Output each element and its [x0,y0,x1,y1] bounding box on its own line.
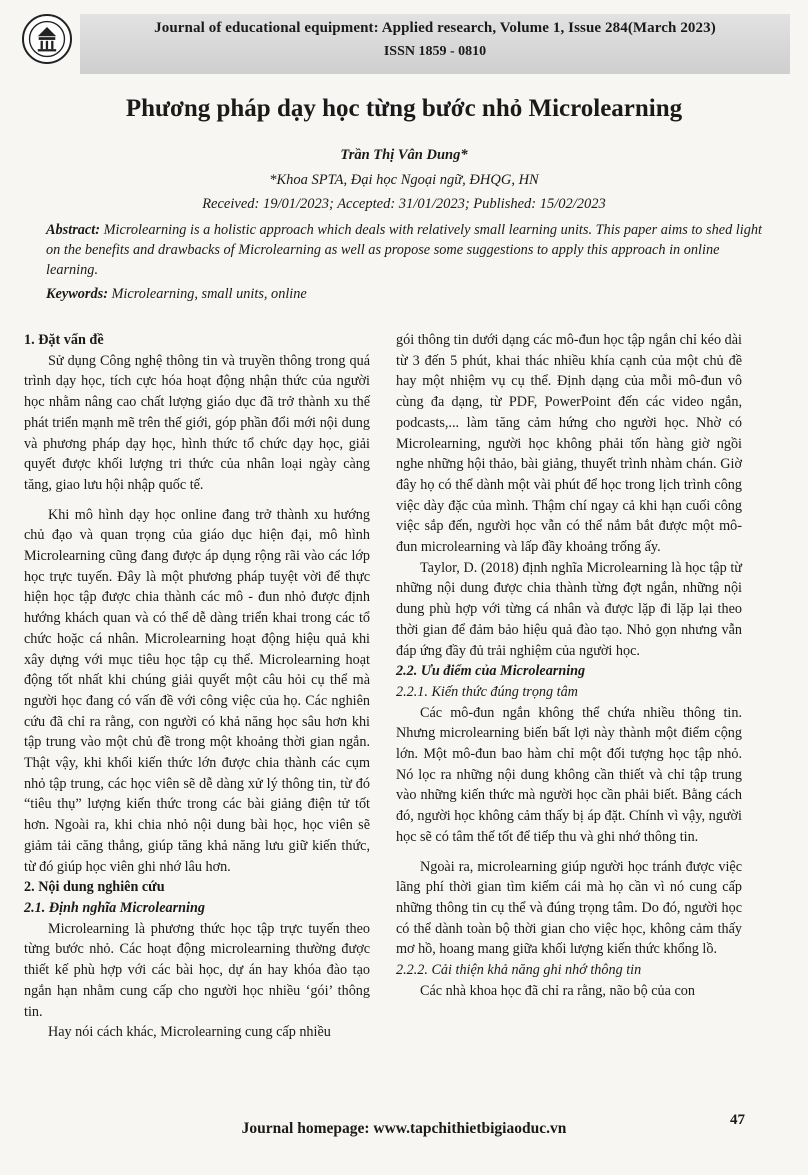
paragraph: Hay nói cách khác, Microlearning cung cấp nhiều [48,1024,331,1041]
subsubsection-heading: 2.2.2. Cải thiện khả năng ghi nhớ thông tin [396,962,642,979]
journal-homepage: Journal homepage: www.tapchithietbigiaoduc.vn [241,1120,567,1137]
paragraph: Ngoài ra, microlearning giúp người học tránh được việc lãng phí thời gian tìm kiếm cái mà họ cần vì nó cung cấp những thông tin cụ thể và đúng trọng tâm. Do đó, người học có thể dành toàn bộ thời gian cho việc học, không cảm thấy mơ hồ, hoang mang giữa khối lượng kiến thức khổng lồ. [396,858,742,958]
abstract-label: Abstract: [46,222,101,238]
abstract [46,220,766,280]
subsubsection-heading: 2.2.1. Kiến thức đúng trọng tâm [396,683,578,700]
journal-logo [22,14,72,64]
subsection-heading: 2.2. Ưu điểm của Microlearning [396,663,586,680]
paragraph: Các nhà khoa học đã chỉ ra rằng, não bộ của con [420,982,695,999]
paragraph: gói thông tin dưới dạng các mô-đun học tập ngắn chỉ kéo dài từ 3 đến 5 phút, khai thác nhiều khía cạnh của một chủ đề hay một nhiệm vụ cụ thể. Định dạng của mỗi mô-đun vô cùng đa dạng, từ PDF, PowerPoint đến các video ngắn, podcasts,... làm tăng cảm hứng cho người học. Nhờ có Microlearning, người học không phải tốn hàng giờ ngồi nghe những hội thảo, bài giảng, thuyết trình nhàm chán. Giờ đây họ có thể dành một vài phút để học trong lịch trình công việc dày đặc của mình. Thậm chí ngay cả khi hạn cuối công việc sắp đến, người học vẫn có thể nắm bắt được một mô-đun microlearning và lấp đầy khoảng trống ấy. [396,332,742,556]
paragraph: Microlearning là phương thức học tập trực tuyến theo từng bước nhỏ. Các hoạt động microlearning thường được thiết kế phù hợp với các bài học, dự án hay khóa đào tạo ngắn hạn nhằm cung cấp cho người học nhiều ‘gói’ thông tin. [24,920,370,1020]
author: Trần Thị Vân Dung* [340,147,468,163]
journal-header [80,14,790,74]
keywords-text: Microlearning, small units, online [107,286,307,302]
paragraph: Sử dụng Công nghệ thông tin và truyền thông trong quá trình dạy học, tích cực hóa hoạt động nhận thức của người học nhằm nâng cao chất lượng giáo dục đã trở thành xu thế phát triển mạnh mẽ trên thế giới, góp phần đổi mới nội dung và phương pháp dạy học, hình thức tổ chức dạy học, giải quyết được khối lượng tri thức của nhân loại ngày càng tăng, giao lưu hội nhập quốc tế. [24,352,370,493]
article-title: Phương pháp dạy học từng bước nhỏ Microlearning [125,95,683,122]
abstract-text: Microlearning is a holistic approach which deals with relatively small learning units. This paper aims to shed light on the benefits and drawbacks of Microlearning as well as propose some suggestions to apply this approach in online learning. [46,222,763,278]
page-number: 47 [730,1112,745,1128]
keywords [46,286,766,303]
right-column [396,330,742,1002]
paragraph: Các mô-đun ngắn không thể chứa nhiều thông tin. Nhưng microlearning biến bất lợi này thành một điểm cộng lớn. Một mô-đun bao hàm chỉ một đối tượng học tập nhỏ. Nó lọc ra những nội dung không cần thiết và chỉ tập trung vào những kiến thức mà người học cần phải biết. Bằng cách đó, người học không cảm thấy bị áp đặt. Chính vì vậy, người học sẽ có tâm thế tốt để tiếp thu và ghi nhớ thông tin. [396,704,742,845]
subsection-heading: 2.1. Định nghĩa Microlearning [24,899,205,916]
dates: Received: 19/01/2023; Accepted: 31/01/2023; Published: 15/02/2023 [202,196,606,212]
paragraph: Khi mô hình dạy học online đang trở thành xu hướng chủ đạo và quan trọng của giáo dục hiện đại, mô hình Microlearning cũng đang được áp dụng rộng rãi vào các lớp học trực tuyến. Đây là một phương pháp tuyệt vời để thực hiện học tập được chia thành các mô - đun nhỏ được định hướng khách quan và có thể dễ dàng triển khai trong các tổ chức hoặc cá nhân. Microlearning hoạt động hiệu quả khi xây dựng với mục tiêu học tập cụ thể. Microlearning hoạt động tốt nhất khi chúng giải quyết một câu hỏi cụ thể mà người học đang có vấn đề với công việc của họ. Các nghiên cứu đã chỉ ra rằng, con người có khả năng học sâu hơn khi tập trung vào một chủ đề trong một khoảng thời gian ngắn. Thật vậy, khi khối kiến thức lớn được chia thành các cụm nhỏ tập trung, các học viên sẽ dễ dàng xử lý thông tin, từ đó “tiêu thụ” lượng kiến thức trong các bài giảng điện tử tốt hơn. Ngoài ra, khi chia nhỏ nội dung bài học, học viên sẽ giảm tải căng thẳng, giúp tăng khả năng lưu giữ kiến thức, từ đó giúp học viên ghi nhớ lâu hơn. [24,506,370,875]
section-heading: 1. Đặt vấn đề [24,332,104,348]
affiliation: *Khoa SPTA, Đại học Ngoại ngữ, ĐHQG, HN [269,172,539,188]
section-heading: 2. Nội dung nghiên cứu [24,879,165,896]
issn: ISSN 1859 - 0810 [383,44,487,59]
left-column [24,330,370,1043]
paragraph: Taylor, D. (2018) định nghĩa Microlearning là học tập từ những nội dung được chia thành từng đợt ngắn, những nội dung phù hợp với từng cá nhân và được lặp đi lặp lại theo thời gian để đảm bảo hiệu quả đào tạo. Nhỏ gọn nhưng vẫn đáp ứng đầy đủ trải nghiệm của người học. [396,559,742,659]
journal-line: Journal of educational equipment: Applied research, Volume 1, Issue 284(March 2023) [154,20,716,36]
keywords-label: Keywords: [46,286,108,302]
